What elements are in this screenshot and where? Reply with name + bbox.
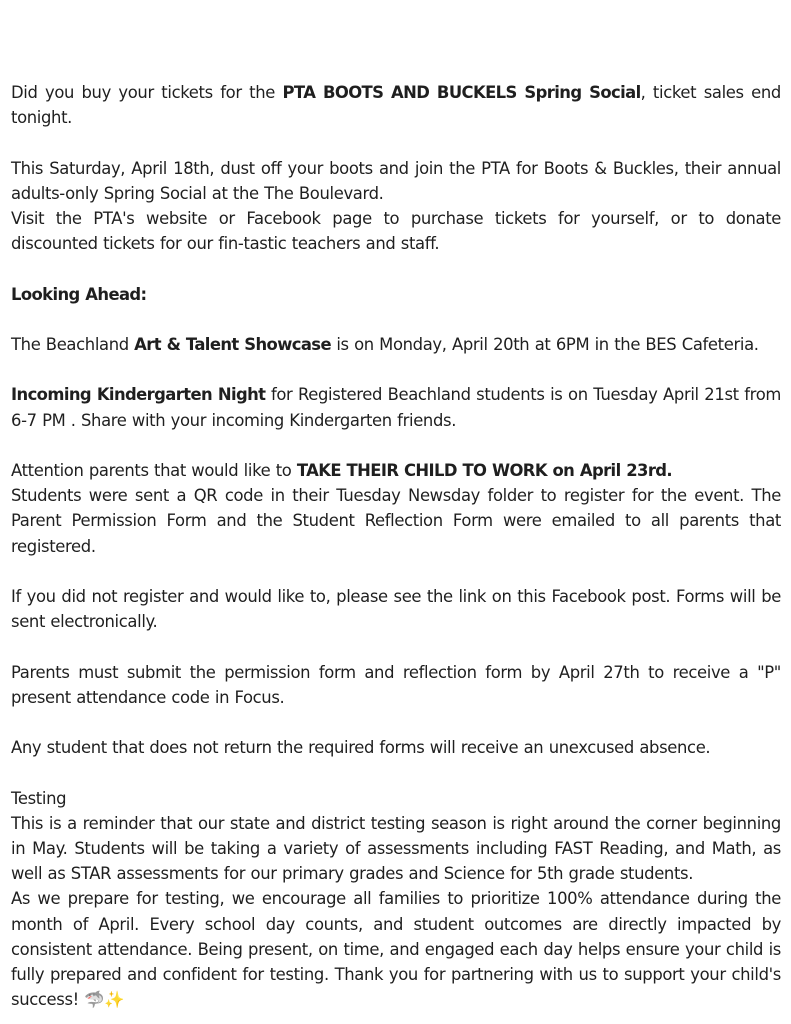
spacer — [11, 634, 781, 659]
spacer — [11, 559, 781, 584]
spacer — [11, 433, 781, 458]
art-event-name: Art & Talent Showcase — [134, 334, 331, 354]
submit-forms-paragraph: Parents must submit the permission form and reflection form by April 27th to receive a "P" present attendance code in Focus. — [11, 662, 781, 707]
looking-ahead-heading: Looking Ahead: — [11, 284, 147, 304]
art-prefix-text: The Beachland — [11, 334, 135, 354]
qr-code-paragraph: Students were sent a QR code in their Tuesday Newsday folder to register for the event. The Parent Permission Form and the Student Reflection Form were emailed to all parents that registered. — [11, 486, 781, 556]
testing-reminder-paragraph: This is a reminder that our state and district testing season is right around the corner beginning in May. Students will be taking a variety of assessments including FAST Reading, and Math, as well as STAR assessments for our primary grades and Science for 5th grade students. — [11, 813, 781, 884]
register-paragraph: If you did not register and would like to, please see the link on this Facebook post. Forms will be sent electronically. — [11, 586, 781, 632]
spacer — [11, 256, 781, 281]
take-child-event: TAKE THEIR CHILD TO WORK on April 23rd. — [296, 460, 673, 480]
pta-event-name: PTA BOOTS AND BUCKELS Spring Social — [282, 83, 641, 102]
take-child-prefix: Attention parents that would like to — [11, 460, 297, 480]
kindergarten-suffix-text: for Registered Beachland students is on Tuesday April 21st from 6-7 PM . Share with your incoming Kindergarten friends. — [11, 385, 781, 430]
spacer — [11, 307, 781, 332]
shark-icon: 🦈 — [84, 990, 105, 1010]
spacer — [11, 760, 781, 785]
sparkles-icon: ✨ — [104, 990, 125, 1010]
newsletter-body — [11, 80, 781, 1012]
kindergarten-night-paragraph — [11, 382, 781, 432]
absence-paragraph: Any student that does not return the required forms will receive an unexcused absence. — [11, 738, 711, 758]
spacer — [11, 357, 781, 382]
testing-attendance-paragraph — [11, 886, 781, 1012]
pta-tickets-paragraph — [11, 80, 781, 130]
kindergarten-event-name: Incoming Kindergarten Night — [11, 385, 266, 405]
spacer — [11, 710, 781, 735]
take-child-paragraph — [11, 458, 781, 483]
art-suffix-text: is on Monday, April 20th at 6PM in the BES Cafeteria. — [330, 334, 759, 354]
testing-heading: Testing — [11, 788, 67, 808]
spacer — [11, 130, 781, 155]
pta-saturday-paragraph: This Saturday, April 18th, dust off your boots and join the PTA for Boots & Buckles, their annual adults-only Spring Social at the The Boulevard. — [11, 158, 781, 203]
pta-intro-text: Did you buy your tickets for the — [11, 83, 283, 102]
pta-visit-paragraph: Visit the PTA's website or Facebook page to purchase tickets for yourself, or to donate discounted tickets for our fin-tastic teachers and staff. — [11, 209, 781, 254]
pta-outro-text: , ticket sales end tonight. — [11, 83, 781, 128]
testing-attendance-text: As we prepare for testing, we encourage all families to prioritize 100% attendance during the month of April. Every school day counts, and student outcomes are directly impacted by consistent attendance. Being present, on time, and engaged each day helps ensure your child is fully prepared and confident for testing. Thank you for partnering with us to support your child's success! — [11, 889, 781, 1010]
art-showcase-paragraph — [11, 332, 781, 357]
